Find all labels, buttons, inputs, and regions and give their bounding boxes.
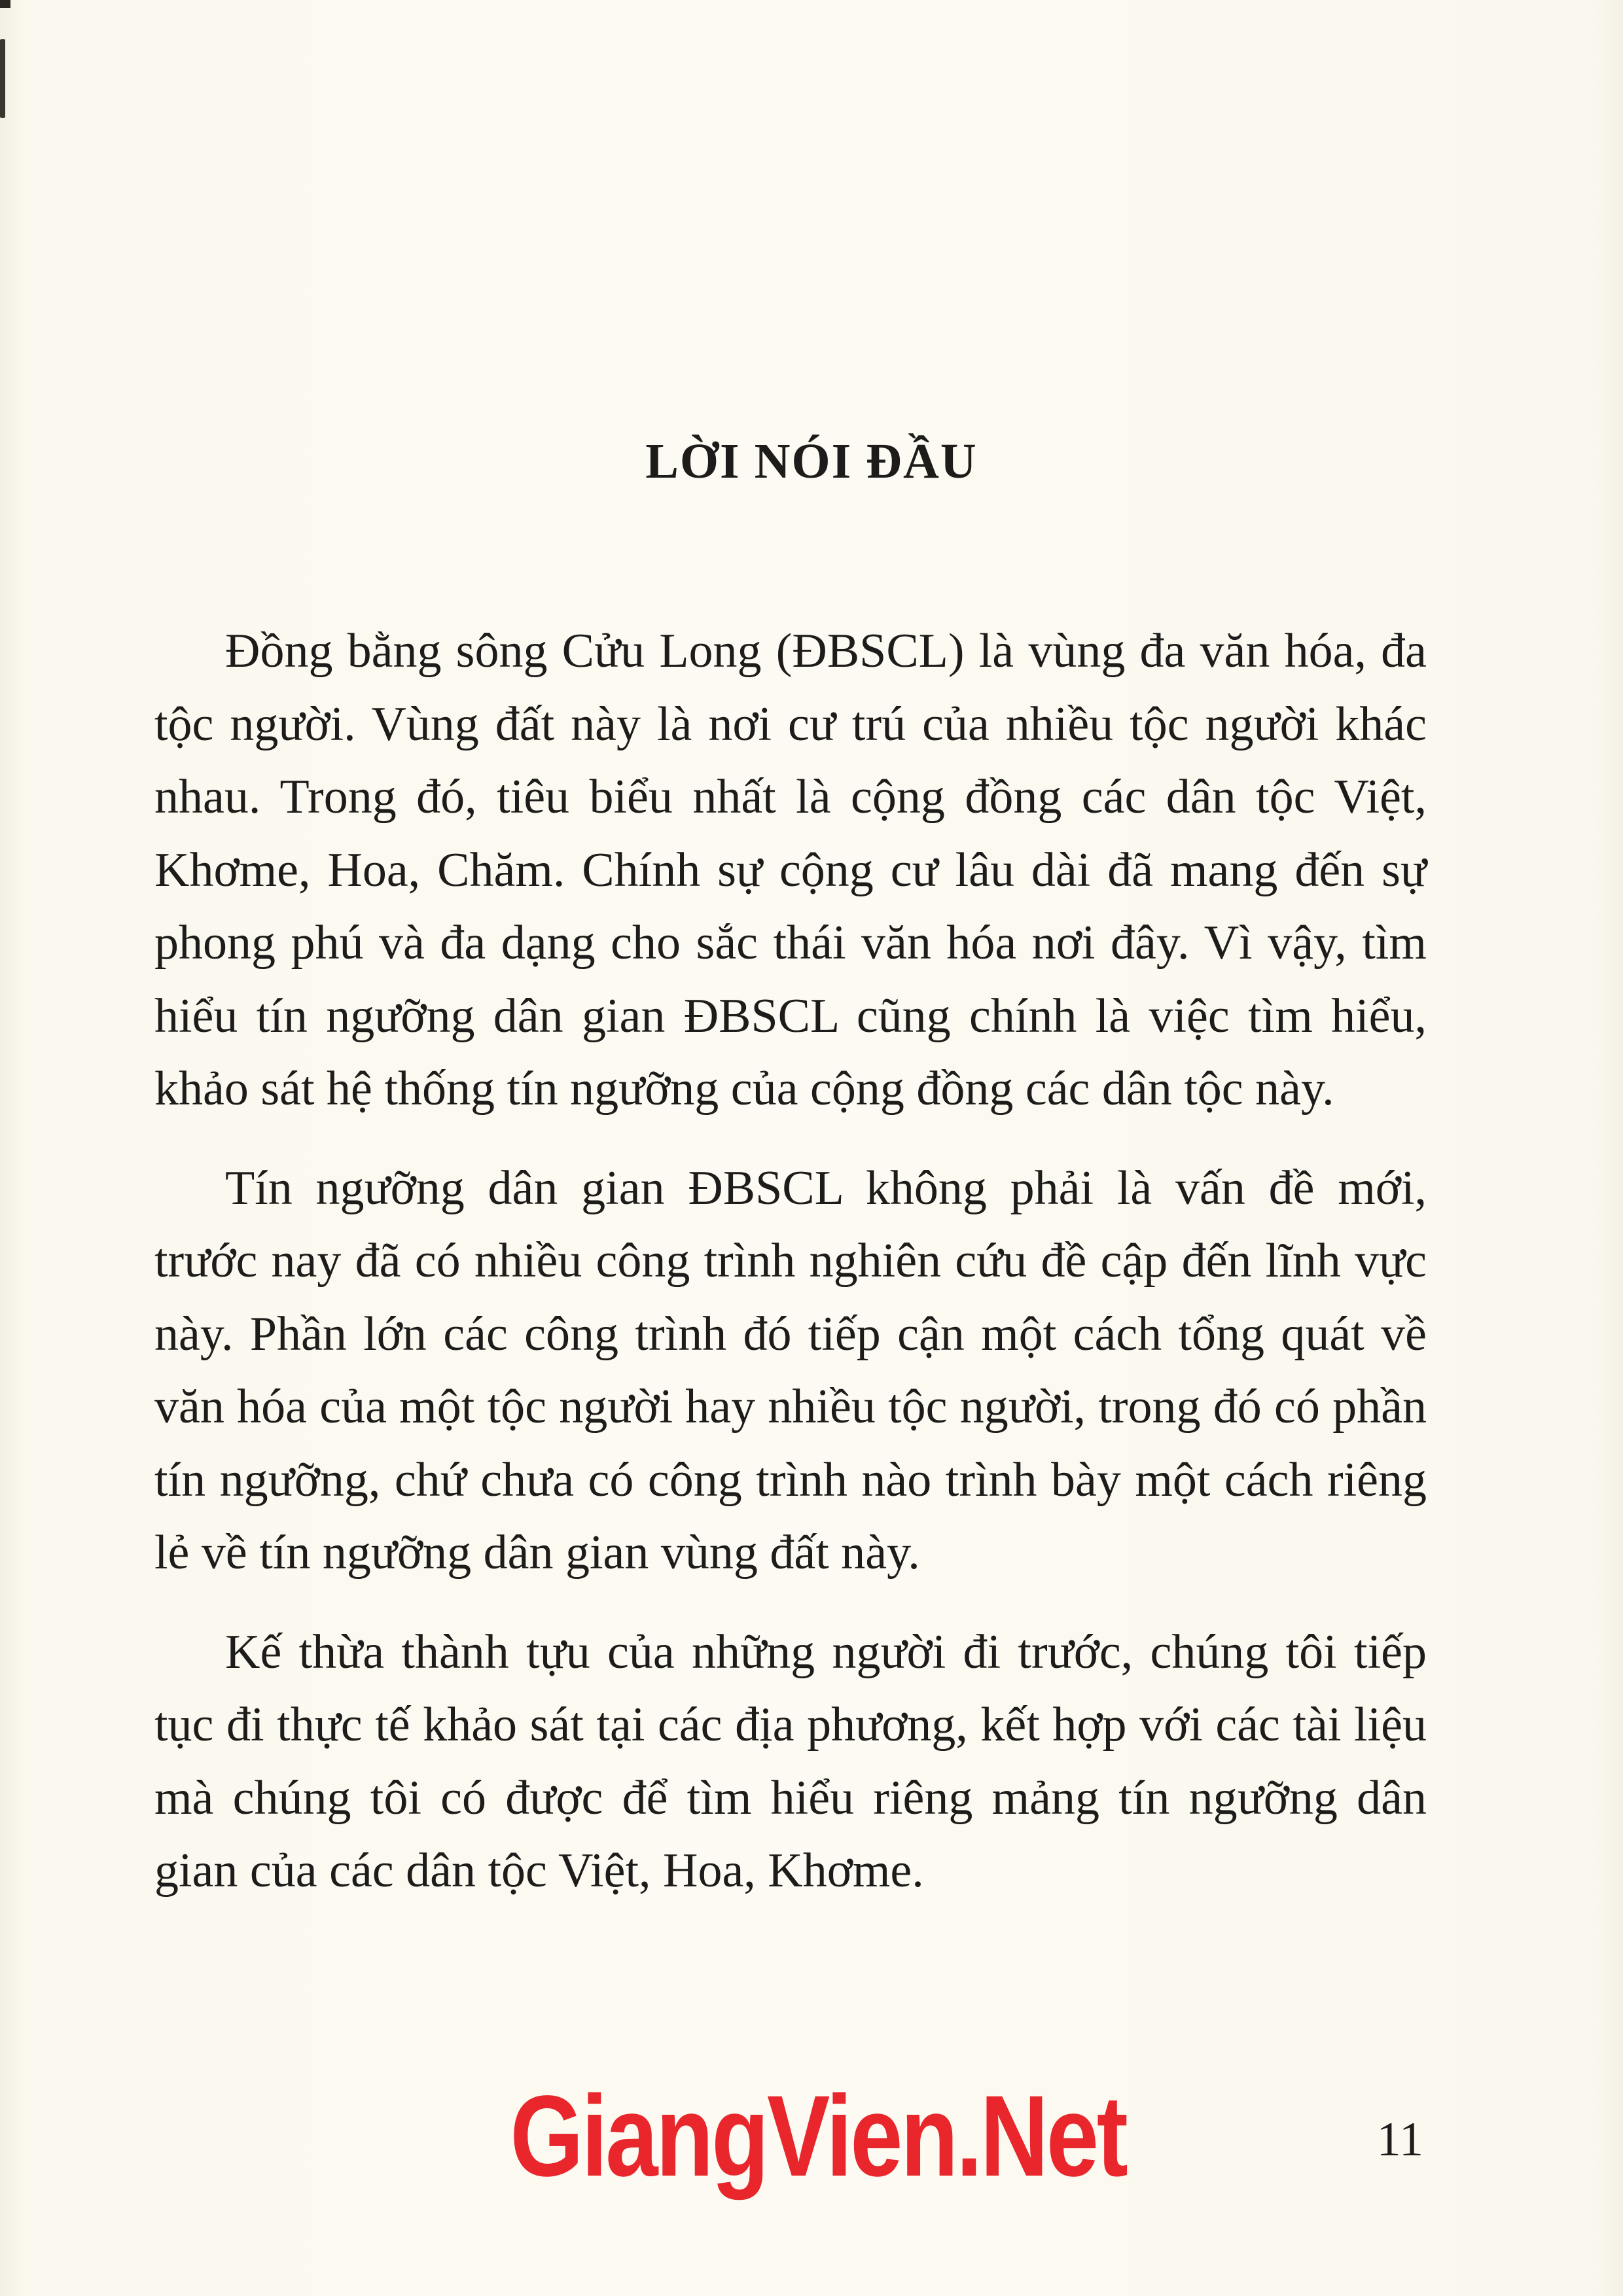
body-text	[154, 615, 1427, 1908]
page-title: LỜI NÓI ĐẦU	[645, 434, 978, 489]
paragraph-3: Kế thừa thành tựu của những người đi trước, chúng tôi tiếp tục đi thực tế khảo sát tại các địa phương, kết hợp với các tài liệu mà chúng tôi có được để tìm hiểu riêng mảng tín ngưỡng dân gian của các dân tộc Việt, Hoa, Khơme.	[154, 1625, 1427, 1898]
watermark-text: GiangVien.Net	[510, 2072, 1126, 2200]
paragraph-1: Đồng bằng sông Cửu Long (ĐBSCL) là vùng đa văn hóa, đa tộc người. Vùng đất này là nơi cư trú của nhiều tộc người khác nhau. Trong đó, tiêu biểu nhất là cộng đồng các dân tộc Việt, Khơme, Hoa, Chăm. Chính sự cộng cư lâu dài đã mang đến sự phong phú và đa dạng cho sắc thái văn hóa nơi đây. Vì vậy, tìm hiểu tín ngưỡng dân gian ĐBSCL cũng chính là việc tìm hiểu, khảo sát hệ thống tín ngưỡng của cộng đồng các dân tộc này.	[154, 624, 1427, 1116]
page-number: 11	[1376, 2113, 1423, 2166]
paragraph-2: Tín ngưỡng dân gian ĐBSCL không phải là vấn đề mới, trước nay đã có nhiều công trình nghiên cứu đề cập đến lĩnh vực này. Phần lớn các công trình đó tiếp cận một cách tổng quát về văn hóa của một tộc người hay nhiều tộc người, trong đó có phần tín ngưỡng, chứ chưa có công trình nào trình bày một cách riêng lẻ về tín ngưỡng dân gian vùng đất này.	[154, 1161, 1427, 1580]
scan-corner-mark	[0, 0, 10, 8]
scan-edge-shadow	[0, 39, 5, 118]
